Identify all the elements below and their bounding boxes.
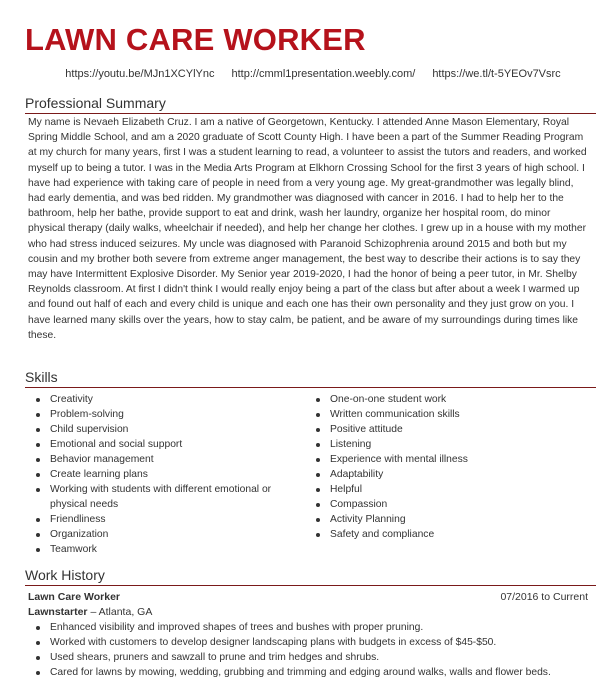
skill-item: Activity Planning [310, 512, 590, 527]
skill-item: Helpful [310, 482, 590, 497]
job-entry [28, 590, 588, 680]
skill-item: One-on-one student work [310, 392, 590, 407]
skill-item: Positive attitude [310, 422, 590, 437]
job-bullets [28, 620, 588, 680]
skill-item: Experience with mental illness [310, 452, 590, 467]
summary-text: My name is Nevaeh Elizabeth Cruz. I am a native of Georgetown, Kentucky. I attended Anne Mason Elementary, Royal Spring Middle School, and am a 2020 graduate of Scott County High. I have been a part of the Summer Reading Program at my church for many years, first I was a student learning to read, a volunteer to assist the tutors and readers, and worked myself up to being a tutor. I was in the Media Arts Program at Elkhorn Crossing School for the first 3 years of high school. I have had experience with taking care of people in need from a very young age. My great-grandmother was legally blind, had early dementia, and was bed ridden. My grandmother was diagnosed with cancer in 2016. I had to help her to the bathroom, help her bathe, provide support to eat and drink, wash her laundry, organize her hospital room, do minor physical therapy (daily walks, wheelchair if needed), and help her change her clothes. I grew up in a house with my mother who had stress induced seizures. My uncle was diagnosed with Paranoid Schizophrenia around 2015 and both but my cousin and my brother both severe from extreme anger management, the best way to describe their actions is to say they may have Intermittent Explosive Disorder. My Senior year 2019-2020, I had the honor of being a peer tutor, in Mr. Shelby Reynolds classroom. At first I didn't think I would really enjoy being a part of the class but after about a week I warmed up and found out half of each and every child is unique and each one has their own personality and they just grow on you. I have learned many skills over the years, how to stay calm, be patient, and be aware of my surroundings during times like these. [28, 117, 587, 341]
job-dates: 07/2016 to Current [500, 591, 588, 603]
skill-item: Child supervision [30, 422, 290, 437]
link-weebly[interactable]: http://cmml1presentation.weebly.com/ [231, 68, 416, 80]
job-location: – Atlanta, GA [87, 606, 153, 618]
skills-list-left [30, 392, 290, 557]
section-title-work-history: Work History [25, 566, 596, 586]
skill-item: Listening [310, 437, 590, 452]
job-title: Lawn Care Worker [28, 591, 121, 603]
skill-item: Emotional and social support [30, 437, 290, 452]
job-bullet: Used shears, pruners and sawzall to prune and trim hedges and shrubs. [30, 650, 588, 665]
job-bullet: Enhanced visibility and improved shapes of trees and bushes with proper pruning. [30, 620, 588, 635]
job-bullet: Cared for lawns by mowing, wedding, grubbing and trimming and edging around walks, walls and flower beds. [30, 665, 588, 680]
skill-item: Friendliness [30, 512, 290, 527]
header-links [0, 68, 616, 80]
job-company: Lawnstarter [28, 606, 88, 618]
skill-item: Working with students with different emotional or physical needs [30, 482, 290, 512]
skill-item: Organization [30, 527, 290, 542]
skill-item: Behavior management [30, 452, 290, 467]
skill-item: Safety and compliance [310, 527, 590, 542]
skill-item: Compassion [310, 497, 590, 512]
skill-item: Written communication skills [310, 407, 590, 422]
section-title-skills: Skills [25, 368, 596, 388]
job-bullet: Worked with customers to develop designer landscaping plans with budgets in excess of $45-$50. [30, 635, 588, 650]
section-title-summary: Professional Summary [25, 94, 596, 114]
skill-item: Creativity [30, 392, 290, 407]
skill-item: Adaptability [310, 467, 590, 482]
skill-item: Teamwork [30, 542, 290, 557]
skills-list-right [310, 392, 590, 542]
resume-name: LAWN CARE WORKER [25, 22, 366, 57]
link-youtube[interactable]: https://youtu.be/MJn1XCYlYnc [65, 68, 215, 80]
skill-item: Problem-solving [30, 407, 290, 422]
link-wetransfer[interactable]: https://we.tl/t-5YEOv7Vsrc [432, 68, 561, 80]
skill-item: Create learning plans [30, 467, 290, 482]
